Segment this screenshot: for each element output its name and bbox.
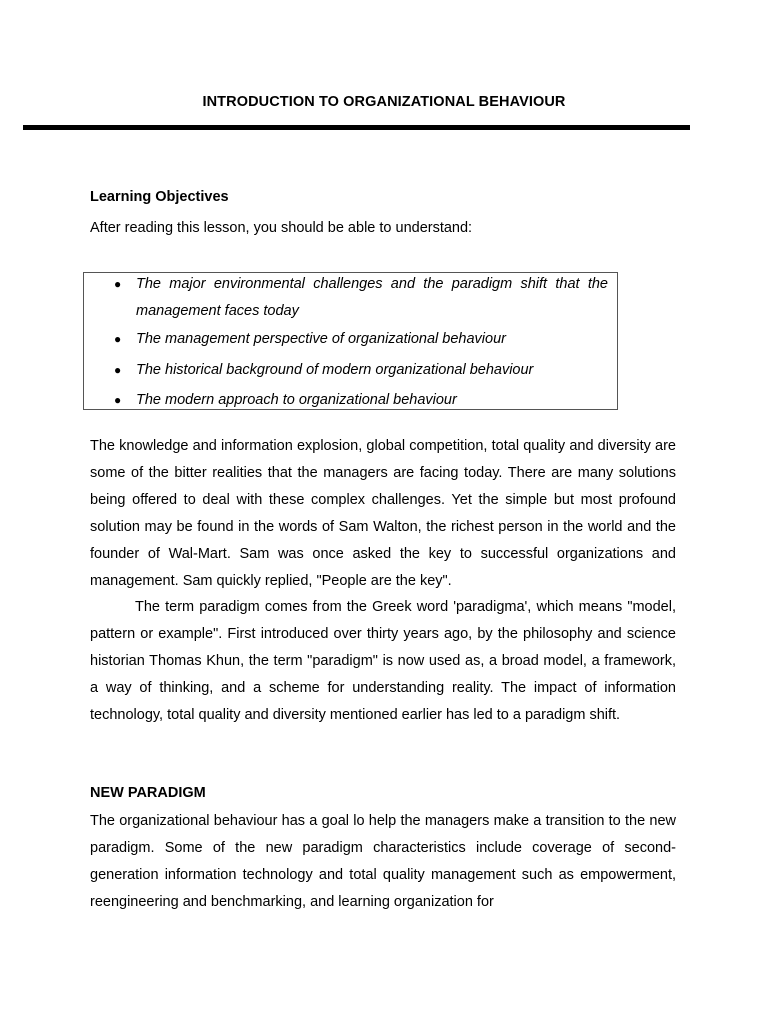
new-paradigm-heading: NEW PARADIGM: [90, 785, 206, 801]
objective-item: [84, 326, 617, 353]
learning-objectives-heading: Learning Objectives: [90, 189, 229, 205]
objectives-box: [83, 272, 618, 410]
bullet-icon: ●: [114, 277, 122, 291]
bullet-icon: ●: [114, 363, 122, 377]
title-rule: [23, 125, 690, 130]
body-paragraph: The term paradigm comes from the Greek word 'paradigma', which means "model, pattern or example". First introduced over thirty years ago, by the philosophy and science historian Thomas Khun, the term "paradigm" is now used as, a broad model, a framework, a way of thinking, and a scheme for understanding reality. The impact of information technology, total quality and diversity mentioned earlier has led to a paradigm shift.: [90, 599, 676, 723]
objective-text: The historical background of modern organizational behaviour: [136, 362, 534, 378]
bullet-icon: ●: [114, 393, 122, 407]
objective-item: [84, 387, 617, 414]
new-paradigm-paragraph: The organizational behaviour has a goal lo help the managers make a transition to the new paradigm. Some of the new paradigm characteristics include coverage of second-generation information technology and total quality management such as empowerment, reengineering and benchmarking, and learning organization for: [90, 813, 676, 910]
objective-text: The modern approach to organizational behaviour: [136, 392, 457, 408]
page-title: INTRODUCTION TO ORGANIZATIONAL BEHAVIOUR: [202, 94, 566, 110]
objective-item: [84, 357, 617, 384]
objective-item: [84, 271, 617, 325]
objective-text: The major environmental challenges and the paradigm shift that the management faces today: [136, 276, 608, 319]
body-paragraph: The knowledge and information explosion, global competition, total quality and diversity are some of the bitter realities that the managers are facing today. There are many solutions being offered to deal with these complex challenges. Yet the simple but most profound solution may be found in the words of Sam Walton, the richest person in the world and the founder of Wal-Mart. Sam was once asked the key to successful organizations and management. Sam quickly replied, "People are the key".: [90, 438, 676, 589]
bullet-icon: ●: [114, 332, 122, 346]
learning-objectives-intro: After reading this lesson, you should be able to understand:: [90, 220, 473, 236]
objective-text: The management perspective of organizational behaviour: [136, 331, 506, 347]
